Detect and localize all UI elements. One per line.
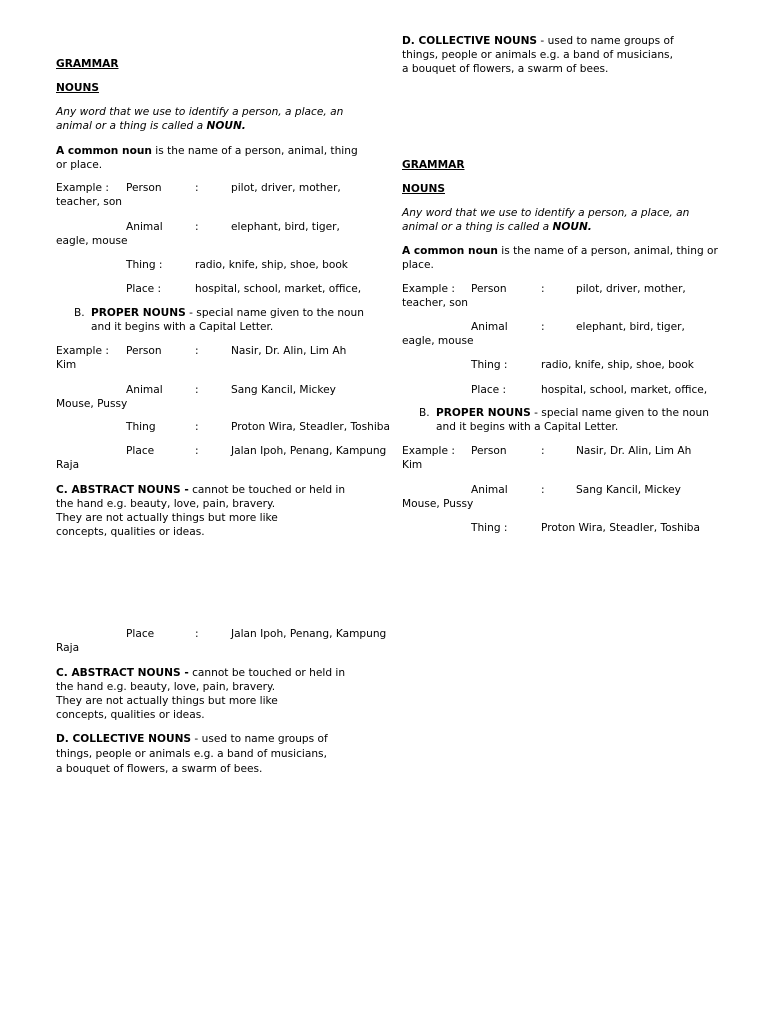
example-wrap: Raja <box>56 642 80 654</box>
example-wrap: Mouse, Pussy <box>56 398 128 410</box>
example-category: Place : <box>126 283 162 295</box>
example-items: Nasir, Dr. Alin, Lim Ah <box>231 345 347 357</box>
example-separator: : <box>541 283 545 295</box>
proper-noun-text: - special name given to the noun and it begins with a Capital Letter. <box>436 407 709 433</box>
example-wrap: Raja <box>56 459 80 471</box>
example-wrap: teacher, son <box>56 196 123 208</box>
proper-noun-marker: B. <box>74 307 85 319</box>
proper-noun-text: - special name given to the noun and it begins with a Capital Letter. <box>91 307 364 333</box>
abstract-line: concepts, qualities or ideas. <box>56 709 205 721</box>
example-category: Person <box>126 182 162 194</box>
collective-line: things, people or animals e.g. a band of musicians, <box>56 748 327 760</box>
noun-definition-keyword: NOUN. <box>206 120 246 132</box>
example-items: hospital, school, market, office, <box>195 283 362 295</box>
example-items: radio, knife, ship, shoe, book <box>541 359 694 371</box>
abstract-line: concepts, qualities or ideas. <box>56 526 205 538</box>
example-lead: Example : <box>402 283 455 295</box>
example-items: Jalan Ipoh, Penang, Kampung <box>231 445 387 457</box>
example-separator: : <box>541 445 545 457</box>
grammar-heading: GRAMMAR <box>402 159 465 171</box>
proper-noun-marker: B. <box>419 407 430 419</box>
abstract-line: the hand e.g. beauty, love, pain, bravery. <box>56 681 276 693</box>
example-category: Animal <box>126 384 163 396</box>
example-category: Place <box>126 445 155 457</box>
collective-noun-label: D. COLLECTIVE NOUNS <box>56 733 192 745</box>
common-noun-label: A common noun <box>402 245 498 257</box>
example-lead: Example : <box>402 445 455 457</box>
example-category: Person <box>126 345 162 357</box>
example-category: Thing : <box>471 359 508 371</box>
nouns-heading: NOUNS <box>56 82 99 94</box>
example-category: Animal <box>471 484 508 496</box>
example-items: pilot, driver, mother, <box>576 283 686 295</box>
collective-line <box>56 732 328 746</box>
example-separator: : <box>541 321 545 333</box>
example-category: Place <box>126 628 155 640</box>
abstract-line <box>56 483 345 497</box>
example-category: Animal <box>471 321 508 333</box>
collective-line: things, people or animals e.g. a band of musicians, <box>402 49 673 61</box>
common-noun-label: A common noun <box>56 145 152 157</box>
example-wrap: teacher, son <box>402 297 469 309</box>
example-category: Thing <box>126 421 156 433</box>
example-lead: Example : <box>56 182 109 194</box>
abstract-text: cannot be touched or held in <box>188 484 346 496</box>
noun-definition <box>402 206 720 234</box>
example-wrap: eagle, mouse <box>402 335 474 347</box>
example-lead: Example : <box>56 345 109 357</box>
example-items: Jalan Ipoh, Penang, Kampung <box>231 628 387 640</box>
example-items: Sang Kancil, Mickey <box>576 484 681 496</box>
example-category: Place : <box>471 384 507 396</box>
proper-noun-definition <box>74 306 364 334</box>
proper-noun-label: PROPER NOUNS <box>91 307 186 319</box>
example-separator: : <box>195 221 199 233</box>
example-wrap: Mouse, Pussy <box>402 498 474 510</box>
collective-text: - used to name groups of <box>191 733 328 745</box>
example-separator: : <box>195 628 199 640</box>
collective-line: a bouquet of flowers, a swarm of bees. <box>402 63 609 75</box>
abstract-noun-label: C. ABSTRACT NOUNS - <box>56 484 189 496</box>
example-category: Thing : <box>126 259 163 271</box>
example-separator: : <box>195 345 199 357</box>
example-separator: : <box>541 484 545 496</box>
abstract-noun-label: C. ABSTRACT NOUNS - <box>56 667 189 679</box>
collective-line <box>402 34 674 48</box>
proper-noun-definition <box>419 406 719 434</box>
example-wrap: Kim <box>56 359 77 371</box>
noun-definition-text: Any word that we use to identify a person, a place, an animal or a thing is called a <box>56 106 344 132</box>
example-separator: : <box>195 182 199 194</box>
example-items: elephant, bird, tiger, <box>576 321 685 333</box>
common-noun-text: is the name of a person, animal, thing or place. <box>56 145 358 171</box>
abstract-line: They are not actually things but more like <box>56 512 278 524</box>
grammar-heading: GRAMMAR <box>56 58 119 70</box>
nouns-heading: NOUNS <box>402 183 445 195</box>
example-category: Animal <box>126 221 163 233</box>
collective-text: - used to name groups of <box>537 35 674 47</box>
noun-definition <box>56 105 361 133</box>
collective-line: a bouquet of flowers, a swarm of bees. <box>56 763 263 775</box>
example-items: radio, knife, ship, shoe, book <box>195 259 348 271</box>
example-items: Proton Wira, Steadler, Toshiba <box>231 421 390 433</box>
example-category: Person <box>471 283 507 295</box>
example-items: elephant, bird, tiger, <box>231 221 340 233</box>
proper-noun-label: PROPER NOUNS <box>436 407 531 419</box>
example-category: Thing : <box>471 522 508 534</box>
common-noun-definition <box>56 144 361 172</box>
example-category: Person <box>471 445 507 457</box>
abstract-line <box>56 666 345 680</box>
example-wrap: Kim <box>402 459 423 471</box>
noun-definition-text: Any word that we use to identify a person, a place, an animal or a thing is called a <box>402 207 690 233</box>
example-items: Nasir, Dr. Alin, Lim Ah <box>576 445 692 457</box>
example-separator: : <box>195 445 199 457</box>
common-noun-definition <box>402 244 720 272</box>
common-noun-text: is the name of a person, animal, thing or place. <box>402 245 718 271</box>
example-items: Sang Kancil, Mickey <box>231 384 336 396</box>
example-items: hospital, school, market, office, <box>541 384 708 396</box>
example-items: pilot, driver, mother, <box>231 182 341 194</box>
example-wrap: eagle, mouse <box>56 235 128 247</box>
example-items: Proton Wira, Steadler, Toshiba <box>541 522 700 534</box>
abstract-line: They are not actually things but more like <box>56 695 278 707</box>
example-separator: : <box>195 384 199 396</box>
collective-noun-label: D. COLLECTIVE NOUNS <box>402 35 538 47</box>
example-separator: : <box>195 421 199 433</box>
abstract-line: the hand e.g. beauty, love, pain, bravery. <box>56 498 276 510</box>
noun-definition-keyword: NOUN. <box>552 221 592 233</box>
abstract-text: cannot be touched or held in <box>188 667 346 679</box>
